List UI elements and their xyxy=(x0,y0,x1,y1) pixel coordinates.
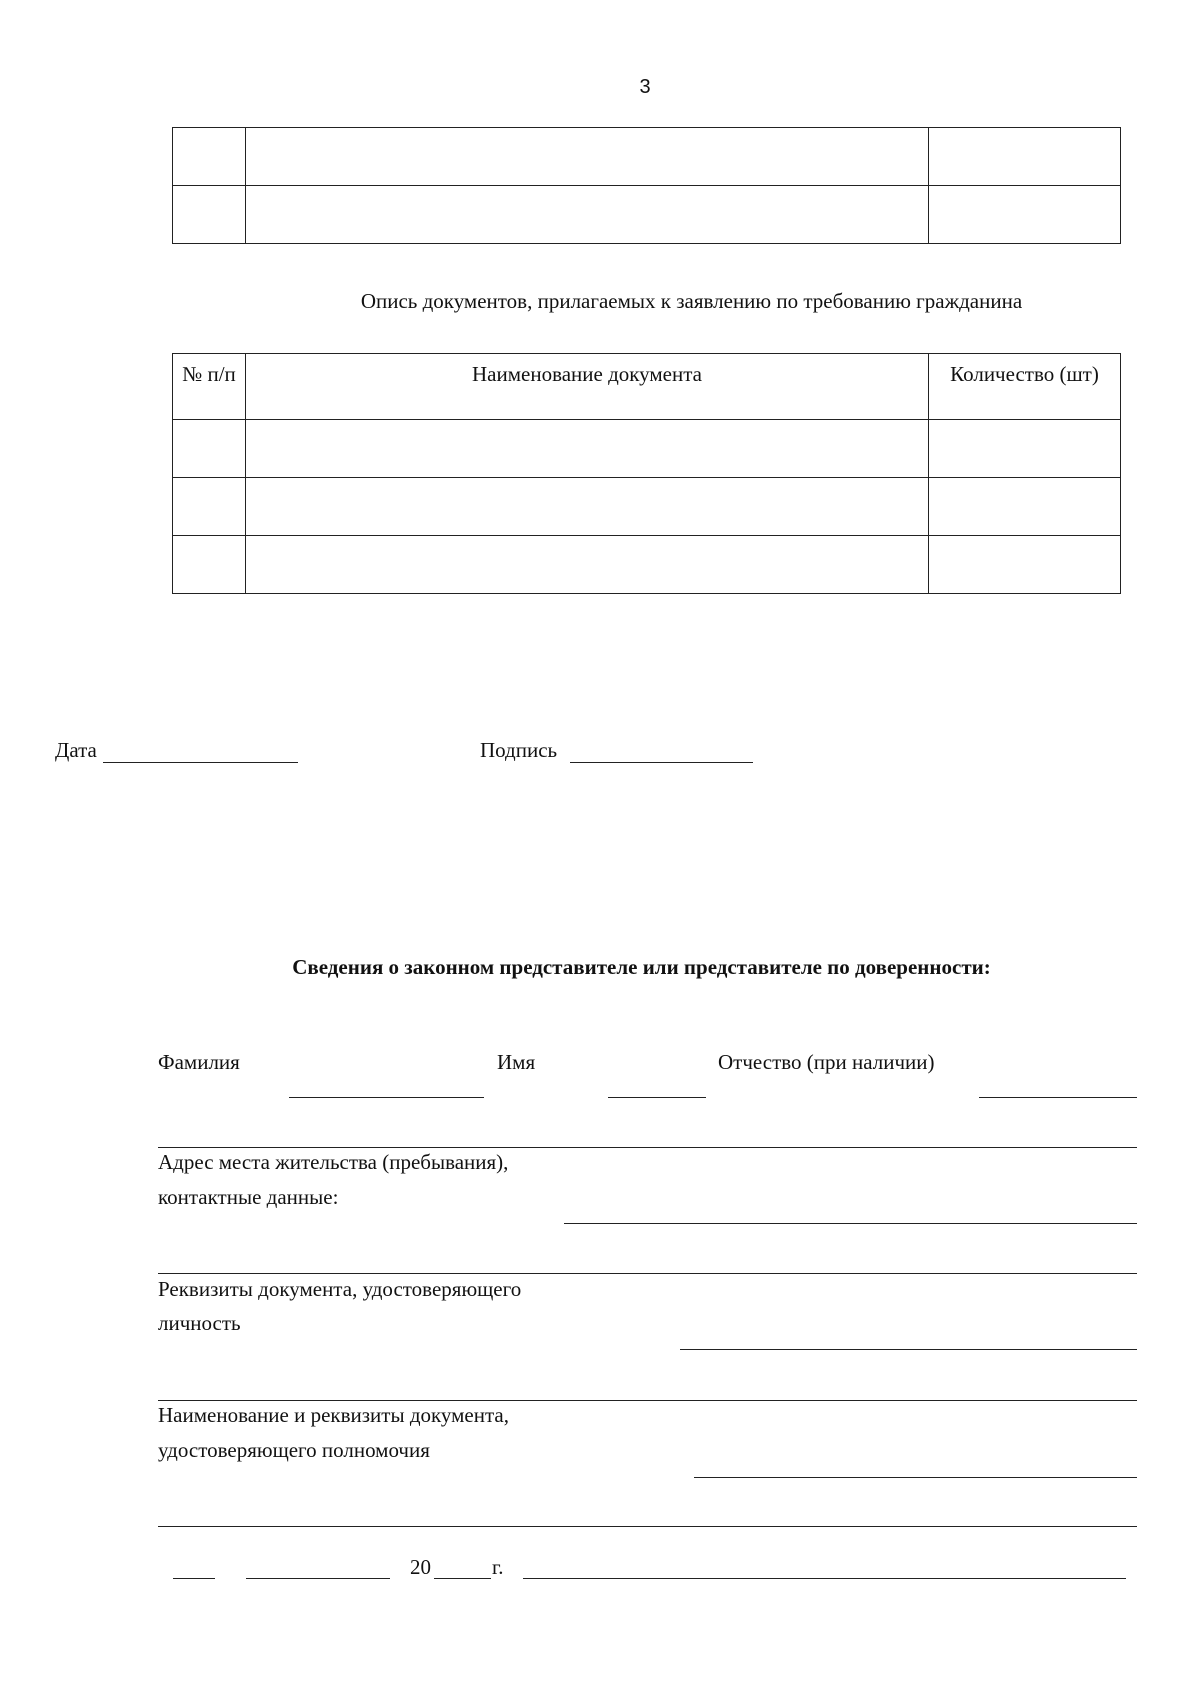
table-cell[interactable] xyxy=(246,536,929,594)
table-row xyxy=(173,128,1121,186)
patronymic-label: Отчество (при наличии) xyxy=(718,1050,935,1074)
month-field[interactable] xyxy=(246,1578,390,1579)
table-cell[interactable] xyxy=(246,128,929,186)
table-cell[interactable] xyxy=(173,478,246,536)
table-cell[interactable] xyxy=(173,186,246,244)
table-cell[interactable] xyxy=(929,536,1121,594)
patronymic-field[interactable] xyxy=(979,1097,1137,1098)
year-suffix: г. xyxy=(492,1555,504,1579)
address-label-line1: Адрес места жительства (пребывания), xyxy=(158,1150,509,1174)
table-cell[interactable] xyxy=(173,536,246,594)
table-cell[interactable] xyxy=(246,478,929,536)
column-header-quantity: Количество (шт) xyxy=(929,354,1121,420)
inventory-table xyxy=(172,353,1121,594)
id-doc-field[interactable] xyxy=(680,1349,1137,1350)
table-row xyxy=(173,186,1121,244)
authority-doc-label-line2: удостоверяющего полномочия xyxy=(158,1438,430,1462)
address-continuation-line[interactable] xyxy=(158,1273,1137,1274)
page-number: 3 xyxy=(639,76,651,98)
year-prefix: 20 xyxy=(410,1555,431,1579)
representative-heading: Сведения о законном представителе или представителе по доверенности: xyxy=(292,955,991,979)
table-cell[interactable] xyxy=(173,420,246,478)
surname-label: Фамилия xyxy=(158,1050,240,1074)
authority-doc-label-line1: Наименование и реквизиты документа, xyxy=(158,1403,509,1427)
authority-doc-continuation-line[interactable] xyxy=(158,1526,1137,1527)
table-cell[interactable] xyxy=(929,420,1121,478)
table-cell[interactable] xyxy=(929,186,1121,244)
table-row xyxy=(173,478,1121,536)
signature-label: Подпись xyxy=(480,738,558,762)
year-field[interactable] xyxy=(434,1578,491,1579)
date-label: Дата xyxy=(55,738,97,762)
authority-doc-field[interactable] xyxy=(694,1477,1137,1478)
inventory-caption: Опись документов, прилагаемых к заявлению по требованию гражданина xyxy=(360,289,1023,313)
table-cell[interactable] xyxy=(246,186,929,244)
column-header-document-name: Наименование документа xyxy=(246,354,929,420)
table-cell[interactable] xyxy=(173,128,246,186)
id-doc-continuation-line[interactable] xyxy=(158,1400,1137,1401)
name-continuation-line[interactable] xyxy=(158,1147,1137,1148)
table-cell[interactable] xyxy=(929,478,1121,536)
top-table xyxy=(172,127,1121,244)
representative-signature-field[interactable] xyxy=(523,1578,1126,1579)
column-header-number: № п/п xyxy=(173,354,246,420)
table-cell[interactable] xyxy=(929,128,1121,186)
address-field[interactable] xyxy=(564,1223,1137,1224)
name-label: Имя xyxy=(497,1050,536,1074)
signature-field[interactable] xyxy=(570,762,753,763)
date-field[interactable] xyxy=(103,762,298,763)
address-label-line2: контактные данные: xyxy=(158,1185,339,1209)
table-header-row xyxy=(173,354,1121,420)
id-doc-label-line1: Реквизиты документа, удостоверяющего xyxy=(158,1277,522,1301)
table-row xyxy=(173,420,1121,478)
table-row xyxy=(173,536,1121,594)
table-cell[interactable] xyxy=(246,420,929,478)
name-field[interactable] xyxy=(608,1097,706,1098)
day-field[interactable] xyxy=(173,1578,215,1579)
surname-field[interactable] xyxy=(289,1097,484,1098)
id-doc-label-line2: личность xyxy=(158,1311,241,1335)
